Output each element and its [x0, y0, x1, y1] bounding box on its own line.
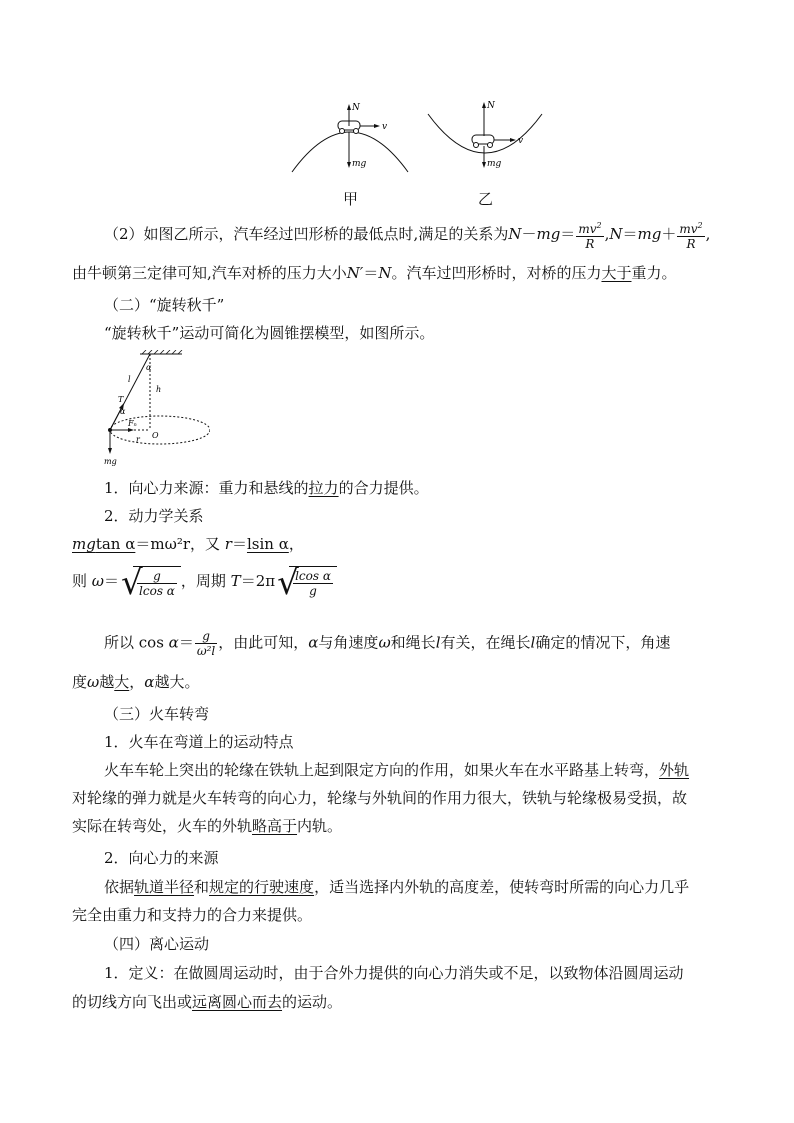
sqrt-lcos-over-g: √ $\frac{\text{lcos α}}{g}$ [277, 566, 337, 598]
section-4-p1: 1．定义：在做圆周运动时，由于合外力提供的向心力消失或不足，以致物体沿圆周运动 [104, 964, 684, 982]
sqrt-g-over-lcos: √ $\frac{g}{\text{lcos α}}$ [121, 566, 181, 598]
label-T: T [118, 395, 124, 404]
label-O: O [152, 431, 159, 440]
equation-d: 度ω越大，α越大。 [72, 673, 200, 691]
convex-arc [292, 132, 408, 172]
fraction-mv2-R-2: $\frac{mv^2}{R}$ [679, 221, 703, 251]
caption-yi: 乙 [478, 190, 494, 208]
label-alpha-top: α [146, 363, 152, 372]
section-2-title: （二）“旋转秋千” [104, 296, 225, 314]
section-3-title: （三）火车转弯 [104, 705, 210, 723]
label-r: r [136, 435, 140, 444]
section-4-p2: 的切线方向飞出或远离圆心而去的运动。 [72, 993, 343, 1011]
caption-jia: 甲 [343, 190, 359, 208]
section-3-p1: 火车车轮上突出的轮缘在铁轨上起到限定方向的作用，如果火车在水平路基上转弯，外轨 [104, 761, 690, 779]
label-N-yi: N [487, 101, 495, 111]
para-2-line1: （2）如图乙所示，汽车经过凹形桥的最低点时,满足的关系为N－mg＝ $\frac{mv^2}{R}$ ,N＝mg＋ $\frac{mv^2}{R}$ , [104, 221, 711, 251]
section-2-item2: 2．动力学关系 [104, 507, 204, 525]
equation-c: 所以 cos α＝ $\frac{g}{\text{ω²l}}$ ，由此可知，α与角速度ω和绳长l有关，在绳长l确定的情况下，角速 [104, 629, 671, 658]
label-Fn: Fₙ [128, 419, 137, 428]
fraction-g-over-omega2l: $\frac{g}{\text{ω²l}}$ [196, 629, 216, 658]
fraction-mv2-R: $\frac{mv^2}{R}$ [578, 221, 602, 251]
label-mg-jia: mg [352, 159, 367, 169]
section-3-p2: 对轮缘的弹力就是火车转弯的向心力，轮缘与外轨间的作用力很大，铁轨与轮缘极易受损，故 [72, 789, 688, 807]
label-v-yi: v [518, 136, 524, 146]
section-3-p5: 完全由重力和支持力的合力来提供。 [72, 906, 313, 924]
label-N-jia: N [352, 103, 360, 113]
section-3-p3: 实际在转弯处，火车的外轨略高于内轨。 [72, 817, 343, 835]
section-3-item1: 1．火车在弯道上的运动特点 [104, 733, 294, 751]
section-3-item2: 2．向心力的来源 [104, 849, 219, 867]
section-2-intro: “旋转秋千”运动可简化为圆锥摆模型，如图所示。 [104, 324, 435, 342]
label-l: l [128, 375, 131, 384]
label-alpha-bottom: α [120, 407, 126, 416]
conical-pendulum-figure [100, 350, 210, 466]
label-h: h [156, 385, 162, 394]
section-3-p4: 依据轨道半径和规定的行驶速度，适当选择内外轨的高度差，使转弯时所需的向心力几乎 [104, 878, 690, 896]
equation-a: mgtan α＝mω²r，又 r＝lsin α， [72, 535, 304, 553]
label-mg-yi: mg [487, 159, 502, 169]
concave-arc [428, 114, 542, 153]
car-yi [472, 135, 494, 148]
equation-b: 则 ω＝ √ $\frac{g}{\text{lcos α}}$ ，周期 T＝2π √ $\frac{\text{lcos α}}{g}$ [72, 566, 337, 598]
section-4-title: （四）离心运动 [104, 935, 210, 953]
section-2-item1: 1．向心力来源：重力和悬线的拉力的合力提供。 [104, 479, 429, 497]
bridge-figure [280, 92, 560, 202]
label-v-jia: v [382, 122, 388, 132]
label-mg: mg [104, 457, 117, 466]
para-2-line2: 由牛顿第三定律可知,汽车对桥的压力大小N′＝N。汽车过凹形桥时，对桥的压力大于重力。 [72, 264, 677, 282]
